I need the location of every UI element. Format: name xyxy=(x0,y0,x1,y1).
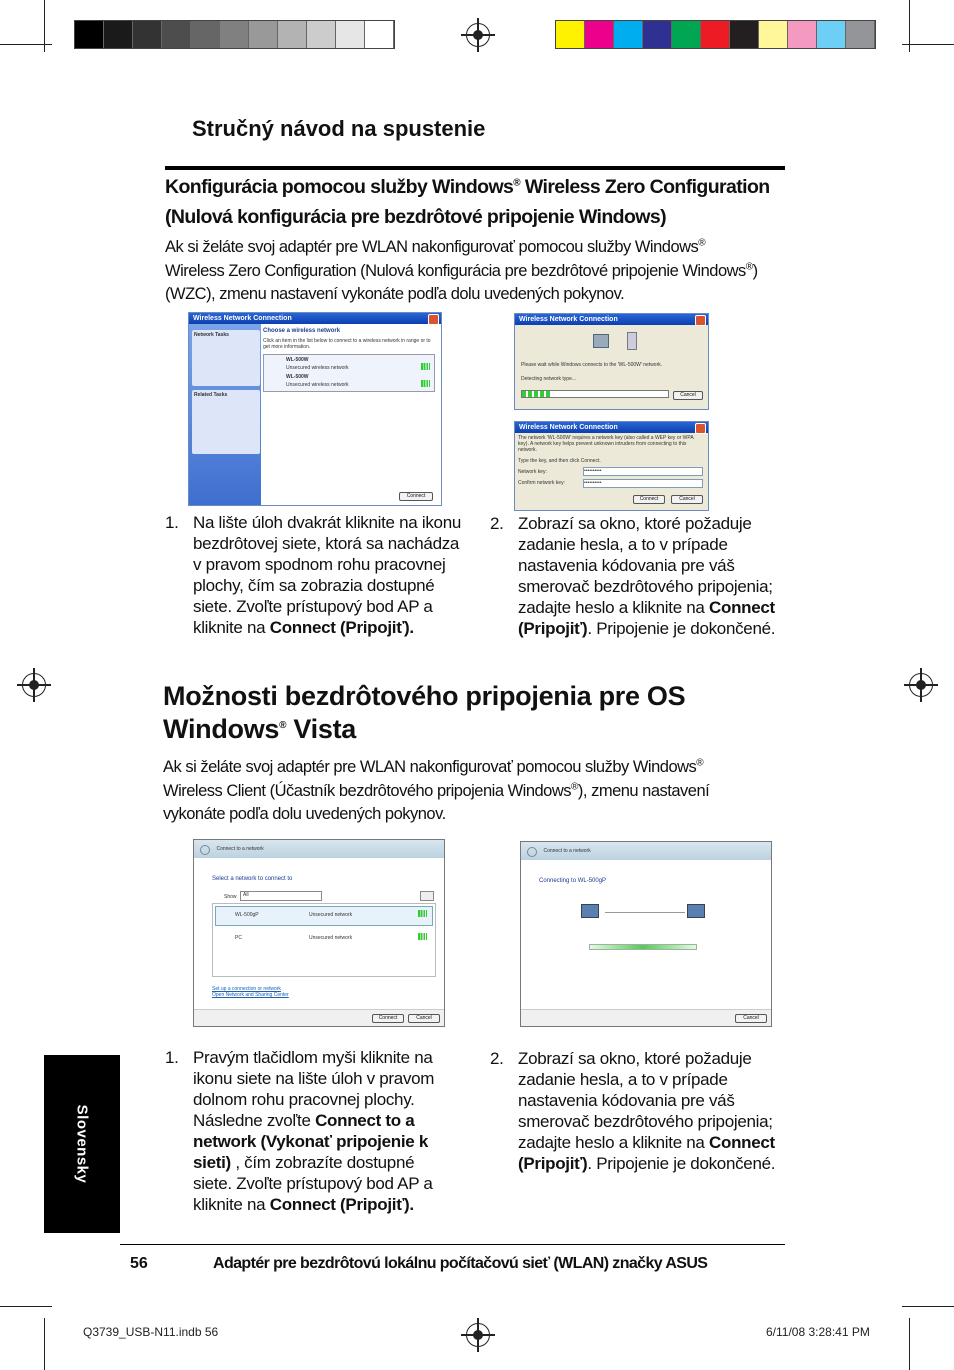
language-label: Slovensky xyxy=(73,1104,91,1184)
print-slug-date: 6/11/08 3:28:41 PM xyxy=(766,1325,870,1339)
crop-mark xyxy=(902,44,954,45)
network-center-link[interactable]: Open Network and Sharing Center xyxy=(212,992,289,998)
cancel-button[interactable]: Cancel xyxy=(673,391,703,400)
registered-mark: ® xyxy=(698,237,706,249)
step-number: 1. xyxy=(165,1048,179,1067)
color-swatch xyxy=(585,21,614,48)
type-key-label: Type the key, and then click Connect. xyxy=(518,458,601,464)
footer-rule xyxy=(120,1244,785,1245)
choose-title: Choose a wireless network xyxy=(263,328,341,334)
intro-part: Ak si želáte svoj adaptér pre WLAN nakonfigurovať pomocou služby Windows xyxy=(165,238,699,256)
step-bold: Connect (Pripojiť) xyxy=(518,1133,775,1173)
wzc-intro xyxy=(165,236,765,307)
related-tasks-label: Related Tasks xyxy=(194,392,228,398)
registered-mark: ® xyxy=(513,177,521,189)
intro-part: Ak si želáte svoj adaptér pre WLAN nakonfigurovať pomocou služby Windows xyxy=(163,758,697,776)
connect-progress-bar xyxy=(521,390,669,398)
network-icon xyxy=(687,904,705,918)
xp-choose-network-screenshot xyxy=(188,312,442,506)
xp-window-titlebar xyxy=(515,422,708,433)
network-item-status: Unsecured wireless network xyxy=(286,382,349,388)
xp-connecting-screenshot xyxy=(514,313,709,410)
color-swatch xyxy=(817,21,846,48)
connection-line xyxy=(605,912,685,913)
crop-mark xyxy=(902,1306,954,1307)
network-item-name: WL-500gP xyxy=(235,912,259,918)
detecting-label: Detecting network type... xyxy=(521,376,577,382)
vista-titlebar xyxy=(194,840,444,858)
cancel-button[interactable]: Cancel xyxy=(671,495,703,504)
window-title: Wireless Network Connection xyxy=(519,424,618,431)
intro-part: Wireless Client (Účastník bezdrôtového pripojenia Windows xyxy=(163,781,572,800)
registered-mark: ® xyxy=(279,720,287,731)
network-tasks-label: Network Tasks xyxy=(194,332,229,338)
xp-window-titlebar xyxy=(189,313,441,324)
registration-mark-icon xyxy=(22,673,46,697)
show-filter-select[interactable]: All xyxy=(240,891,322,901)
step-text-part: . Pripojenie je dokončené. xyxy=(587,1154,776,1173)
wzc-heading-part: Wireless Zero Configuration xyxy=(520,176,770,198)
vista-titlebar xyxy=(521,842,771,860)
vista-select-network-screenshot xyxy=(193,839,445,1027)
step-text xyxy=(193,512,465,638)
vista-heading-part: Možnosti bezdrôtového pripojenia pre OS Windows xyxy=(163,681,686,744)
window-title: Wireless Network Connection xyxy=(193,315,292,322)
cancel-button[interactable]: Cancel xyxy=(735,1014,767,1023)
registration-mark-icon xyxy=(909,673,933,697)
step-text-part: . Pripojenie je dokončené. xyxy=(587,619,776,638)
footer-title: Adaptér pre bezdrôtovú lokálnu počítačovú sieť (WLAN) značky ASUS xyxy=(213,1255,708,1272)
network-item-status: Unsecured network xyxy=(309,912,353,918)
color-swatch xyxy=(278,21,307,48)
network-tasks-box xyxy=(192,330,260,386)
grayscale-color-bar xyxy=(74,20,395,49)
wzc-heading xyxy=(165,172,795,232)
crop-mark xyxy=(0,1306,52,1307)
step-text-part: Na lište úloh dvakrát kliknite na ikonu bezdrôtovej siete, ktorá sa nachádza v pravom spodnom rohu pracovnej plochy, čím sa zobrazia dostupné siete. Zvoľte prístupový bod AP a kliknite na xyxy=(193,513,462,637)
color-swatch xyxy=(336,21,365,48)
network-item-status: Unsecured network xyxy=(309,935,353,941)
connecting-title: Connecting to WL-500gP xyxy=(539,878,607,884)
network-item-name[interactable]: WL-500W xyxy=(286,357,309,363)
color-swatch xyxy=(365,21,394,48)
step-bold: Connect to a network (Vykonať pripojenie k sieti) xyxy=(193,1111,428,1172)
color-swatch xyxy=(672,21,701,48)
registered-mark: ® xyxy=(696,757,704,769)
connect-progress-bar xyxy=(589,944,697,950)
intro-part: Wireless Zero Configuration (Nulová konfigurácia pre bezdrôtové pripojenie Windows xyxy=(165,261,746,280)
color-swatch xyxy=(701,21,730,48)
computer-icon xyxy=(581,904,599,918)
signal-strength-icon xyxy=(421,363,430,370)
section-title: Stručný návod na spustenie xyxy=(192,116,486,141)
color-swatch xyxy=(730,21,759,48)
back-arrow-icon[interactable] xyxy=(527,847,537,857)
cancel-button[interactable]: Cancel xyxy=(408,1014,440,1023)
signal-strength-icon xyxy=(418,910,427,917)
color-swatch xyxy=(788,21,817,48)
xp-window-titlebar xyxy=(515,314,708,325)
router-icon xyxy=(627,332,637,350)
key-message: The network 'WL-500W' requires a network key (also called a WEP key or WPA key). A network key helps prevent unknown intruders from connecting to this network. xyxy=(518,435,694,453)
intro-part: ) (WZC), zmenu nastavení vykonáte podľa dolu uvedených pokynov. xyxy=(165,261,758,303)
color-swatch xyxy=(191,21,220,48)
show-label: Show xyxy=(224,894,237,900)
close-icon xyxy=(695,315,706,326)
network-list xyxy=(212,903,436,977)
network-key-input[interactable]: •••••••••• xyxy=(583,467,703,476)
vista-heading xyxy=(163,680,803,746)
related-tasks-box xyxy=(192,390,260,454)
crop-mark xyxy=(909,1318,910,1370)
computer-icon xyxy=(593,334,609,348)
step-text-part: , čím zobrazíte dostupné siete. Zvoľte prístupový bod AP a kliknite na xyxy=(193,1153,433,1214)
heading-rule xyxy=(165,166,785,170)
confirm-key-label: Confirm network key: xyxy=(518,480,565,486)
wzc-heading-line2: (Nulová konfigurácia pre bezdrôtové pripojenie Windows) xyxy=(165,206,666,228)
vista-button-bar xyxy=(521,1009,771,1026)
crop-mark xyxy=(44,1318,45,1370)
back-arrow-icon[interactable] xyxy=(200,845,210,855)
window-title: Connect to a network xyxy=(543,848,591,854)
step-number: 2. xyxy=(490,1049,504,1068)
color-swatch xyxy=(162,21,191,48)
print-slug-file: Q3739_USB-N11.indb 56 xyxy=(83,1325,219,1339)
step-text-part: Pravým tlačidlom myši kliknite na ikonu siete na lište úloh v pravom dolnom rohu pracovnej plochy. Následne zvoľte xyxy=(193,1048,435,1130)
network-item-status: Unsecured wireless network xyxy=(286,365,349,371)
color-swatch xyxy=(759,21,788,48)
color-swatch xyxy=(104,21,133,48)
window-title: Connect to a network xyxy=(216,846,264,852)
color-swatch xyxy=(220,21,249,48)
close-icon xyxy=(695,423,706,434)
color-swatch xyxy=(846,21,875,48)
signal-strength-icon xyxy=(418,933,427,940)
step-number: 2. xyxy=(490,514,504,533)
choose-desc: Click an item in the list below to connect to a wireless network in range or to get more information. xyxy=(263,338,431,350)
color-swatch xyxy=(307,21,336,48)
color-swatch xyxy=(556,21,585,48)
step-text xyxy=(518,1048,790,1174)
color-swatch xyxy=(75,21,104,48)
color-swatch xyxy=(614,21,643,48)
page-number: 56 xyxy=(130,1255,148,1272)
registered-mark: ® xyxy=(745,261,753,272)
step-bold: Connect (Pripojiť). xyxy=(269,618,414,637)
color-swatch xyxy=(133,21,162,48)
xp-network-key-screenshot xyxy=(514,421,709,511)
vista-connecting-screenshot xyxy=(520,841,772,1027)
connect-button[interactable]: Connect xyxy=(399,492,433,501)
window-title: Wireless Network Connection xyxy=(519,316,618,323)
connect-button[interactable]: Connect xyxy=(372,1014,404,1023)
step-text xyxy=(518,513,790,639)
refresh-icon[interactable] xyxy=(420,891,434,901)
wait-message: Please wait while Windows connects to the 'WL-500W' network. xyxy=(521,362,663,368)
language-side-tab xyxy=(44,1055,120,1233)
crop-mark xyxy=(0,44,52,45)
step-text xyxy=(193,1047,445,1215)
vista-heading-part: Vista xyxy=(286,714,356,744)
network-item-name[interactable]: PC xyxy=(235,935,242,941)
setup-connection-link[interactable]: Set up a connection or network xyxy=(212,986,281,992)
network-item-name[interactable]: WL-500W xyxy=(286,374,309,380)
intro-part: ), zmenu nastavení vykonáte podľa dolu uvedených pokynov. xyxy=(163,781,710,823)
wzc-heading-part: Konfigurácia pomocou služby Windows xyxy=(165,176,514,198)
vista-button-bar xyxy=(194,1009,444,1026)
vista-intro xyxy=(163,756,763,827)
signal-strength-icon xyxy=(421,380,430,387)
registration-mark-icon xyxy=(466,1323,490,1347)
network-key-label: Network key: xyxy=(518,469,547,475)
select-network-title: Select a network to connect to xyxy=(212,876,293,882)
process-color-bar xyxy=(555,20,876,49)
connect-button[interactable]: Connect xyxy=(633,495,665,504)
step-bold: Connect (Pripojiť). xyxy=(269,1195,414,1214)
step-number: 1. xyxy=(165,513,179,532)
step-text-part: Zobrazí sa okno, ktoré požaduje zadanie hesla, a to v prípade nastavenia kódovania pre váš smerovač bezdrôtového pripojenia; zadajte heslo a kliknite na xyxy=(518,514,773,617)
xp-task-pane xyxy=(189,324,261,505)
confirm-key-input[interactable]: •••••••••• xyxy=(583,479,703,488)
registration-mark-icon xyxy=(466,23,490,47)
registered-mark: ® xyxy=(571,781,578,792)
step-bold: Connect (Pripojiť) xyxy=(518,598,775,638)
network-list xyxy=(263,354,435,392)
color-swatch xyxy=(643,21,672,48)
color-swatch xyxy=(249,21,278,48)
step-text-part: Zobrazí sa okno, ktoré požaduje zadanie hesla, a to v prípade nastavenia kódovania pre váš smerovač bezdrôtového pripojenia; zadajte heslo a kliknite na xyxy=(518,1049,773,1152)
